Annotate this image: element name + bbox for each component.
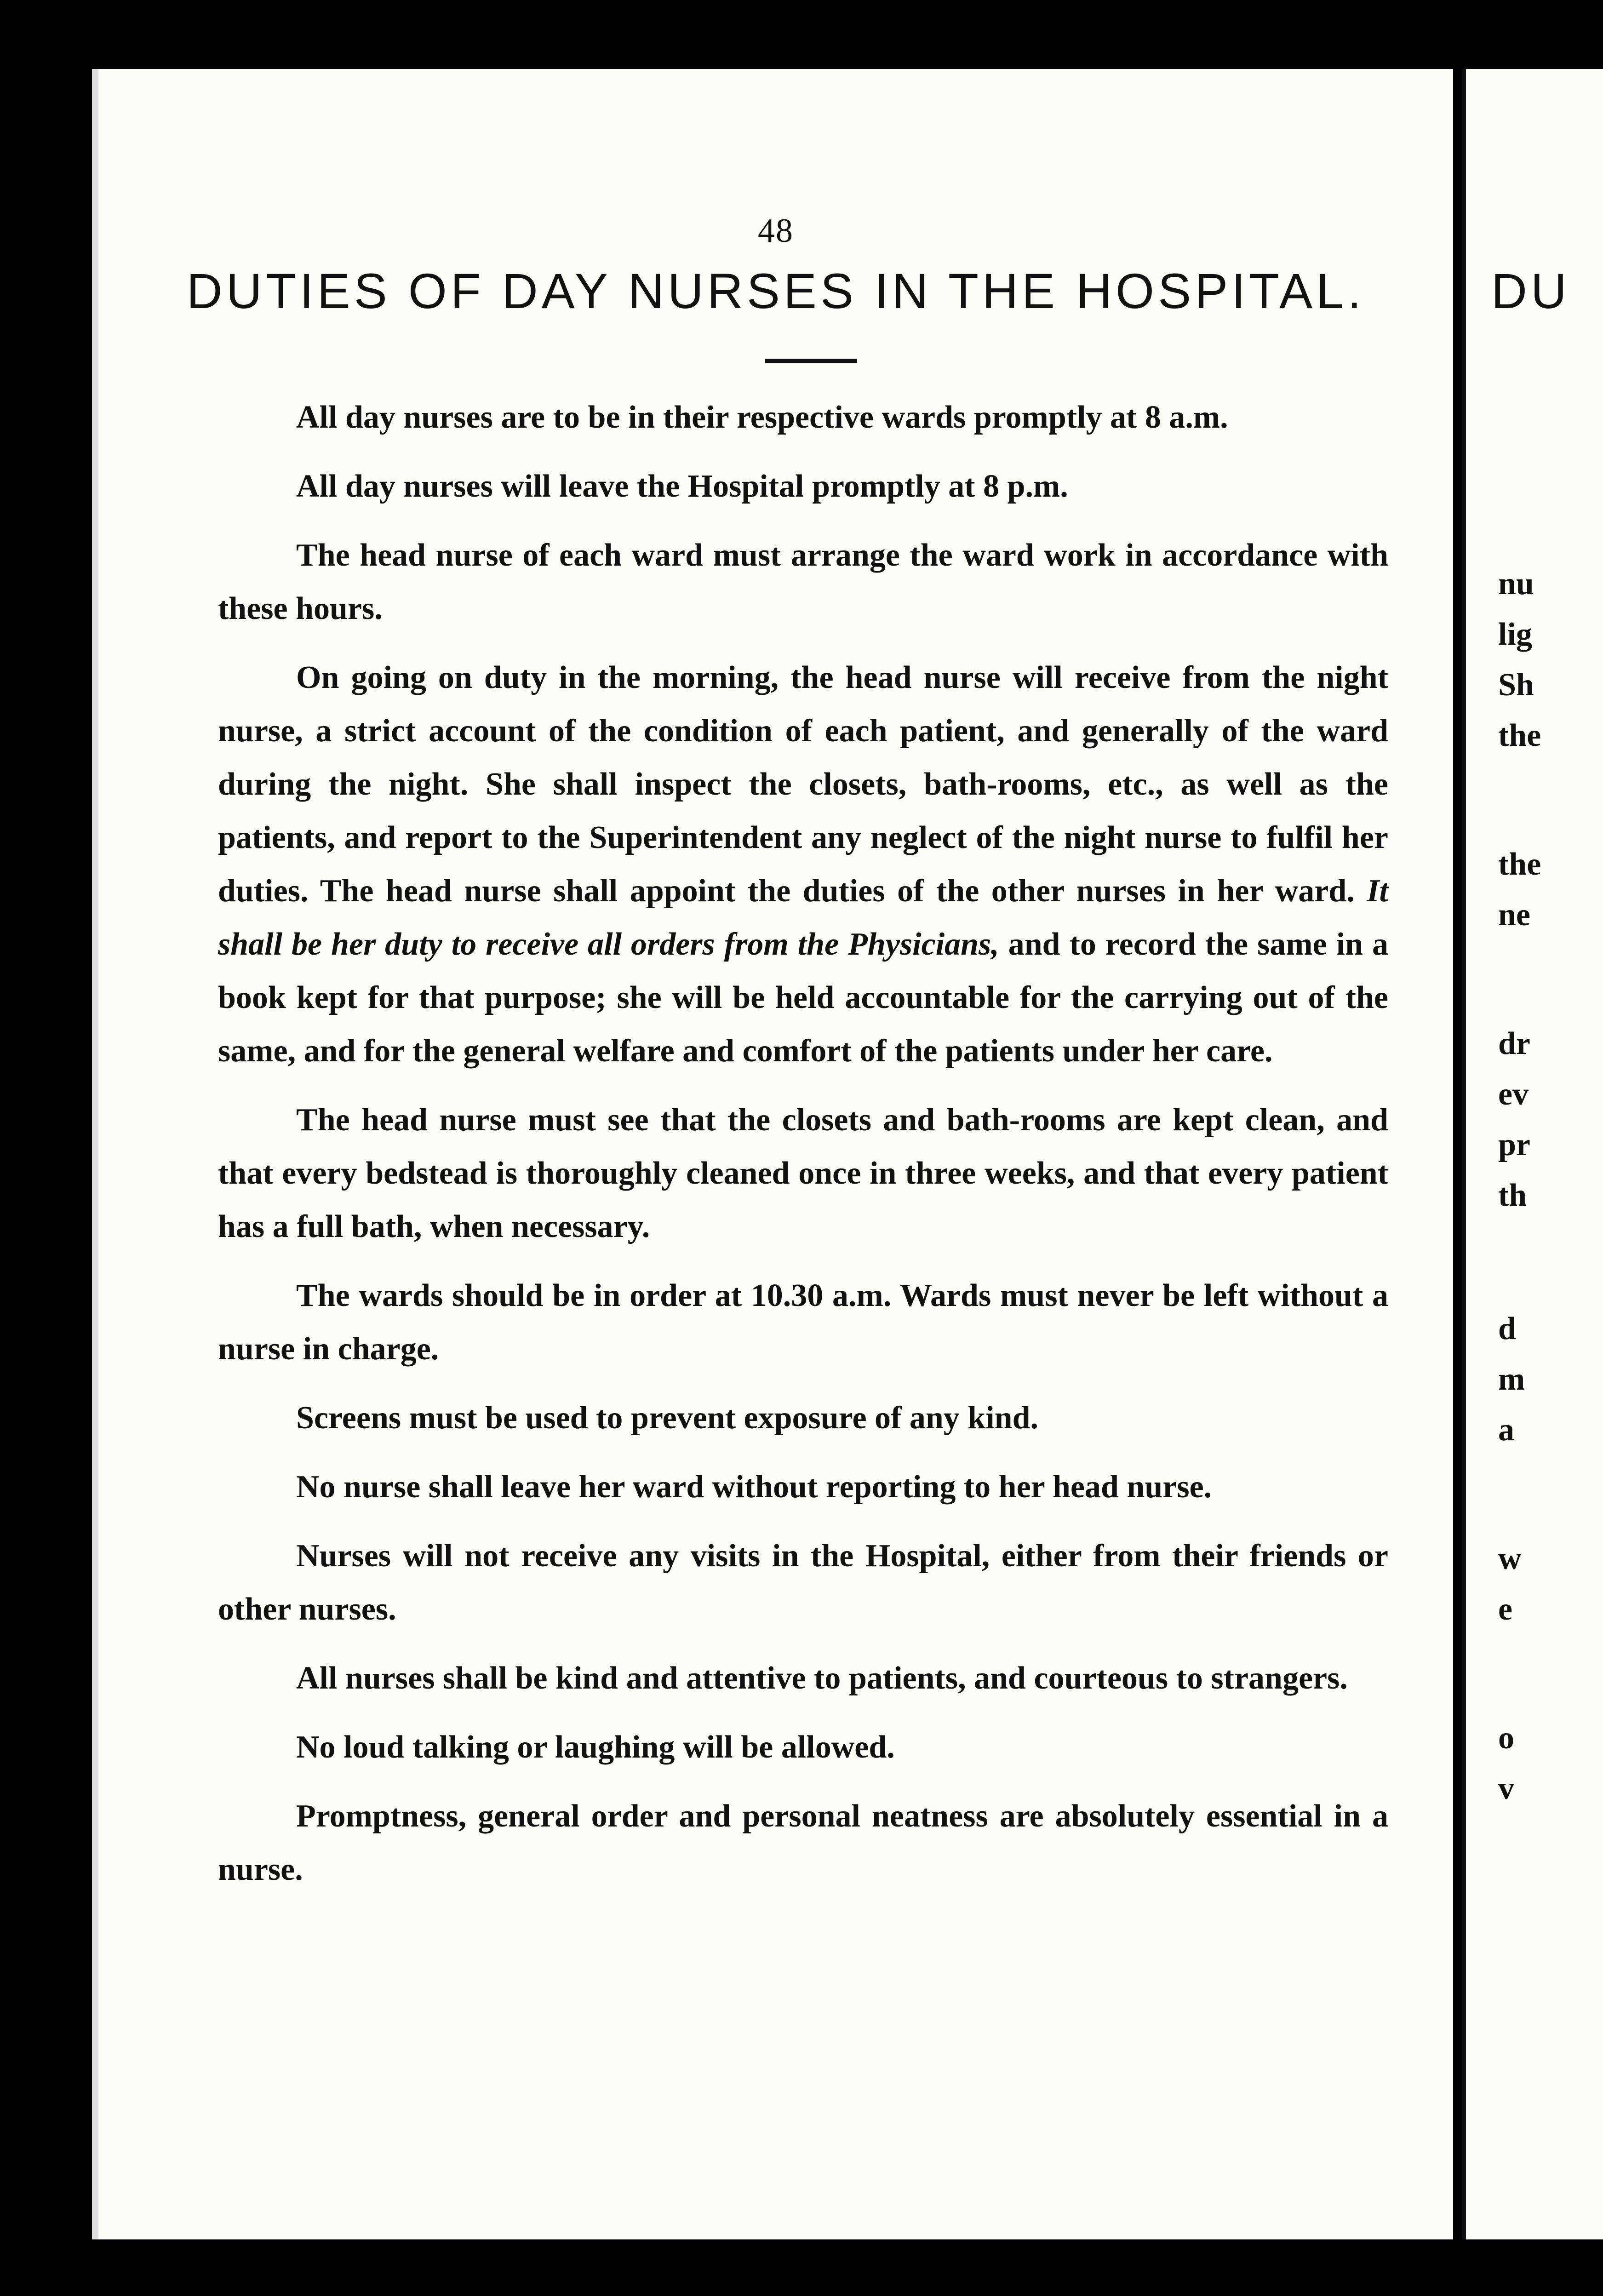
paragraph-leaving-ward: No nurse shall leave her ward without reporting to her head nurse. xyxy=(296,1469,1212,1505)
left-page xyxy=(92,69,1453,2239)
facing-fragment: dr xyxy=(1498,1026,1530,1061)
facing-page xyxy=(1462,69,1603,2239)
facing-fragment: o xyxy=(1498,1720,1514,1756)
paragraph-ward-order: The wards should be in order at 10.30 a.m. Wards must never be left without a nurse in charge. xyxy=(218,1278,1388,1367)
facing-fragment: nu xyxy=(1498,566,1534,601)
paragraph-head-nurse-duties xyxy=(218,651,1388,1078)
facing-fragment: e xyxy=(1498,1592,1513,1627)
head-nurse-duties-text: On going on duty in the morning, the head nurse will receive from the night nurse, a strict account of the condition of each patient, and generally of the ward during the night. She shall inspect the closets, bath-rooms, etc., as well as the patients, and report to the Superintendent any neglect of the night nurse to fulfil her duties. The head nurse shall appoint the duties of the other nurses in her ward. xyxy=(218,660,1388,909)
paragraph-promptness: Promptness, general order and personal neatness are absolutely essential in a nurse. xyxy=(218,1798,1388,1887)
facing-fragment: pr xyxy=(1498,1127,1530,1162)
facing-fragment: lig xyxy=(1498,617,1532,652)
paragraph-noise: No loud talking or laughing will be allowed. xyxy=(296,1729,895,1765)
paragraph-kindness: All nurses shall be kind and attentive to patients, and courteous to strangers. xyxy=(296,1660,1348,1696)
paragraph-visits: Nurses will not receive any visits in the Hospital, either from their friends or other nurses. xyxy=(218,1538,1388,1627)
facing-fragment: w xyxy=(1498,1541,1522,1576)
facing-fragment: the xyxy=(1498,847,1541,882)
facing-fragment: d xyxy=(1498,1311,1516,1346)
facing-fragment: a xyxy=(1498,1412,1514,1448)
facing-fragment: ev xyxy=(1498,1076,1529,1112)
facing-fragment: v xyxy=(1498,1771,1514,1806)
head-nurse-duties-italic: It shall be her duty to receive all orders from the Physicians, xyxy=(218,873,1388,962)
paragraph-ward-work: The head nurse of each ward must arrange the ward work in accordance with these hours. xyxy=(218,538,1388,626)
page-heading: DUTIES OF DAY NURSES IN THE HOSPITAL. xyxy=(186,263,1365,319)
facing-page-heading: DU xyxy=(1491,263,1570,319)
facing-fragment: th xyxy=(1498,1178,1527,1213)
body-text xyxy=(218,391,1388,1912)
paragraph-cleanliness: The head nurse must see that the closets and bath-rooms are kept clean, and that every bedstead is thoroughly cleaned once in three weeks, and that every patient has a full bath, when necessary. xyxy=(218,1102,1388,1244)
facing-fragment: m xyxy=(1498,1362,1525,1397)
paragraph-arrival: All day nurses are to be in their respective wards promptly at 8 a.m. xyxy=(296,400,1228,435)
head-nurse-duties-text-end: and to record the same in a book kept for that purpose; she will be held accountable for the carrying out of the same, and for the general welfare and comfort of the patients under her care. xyxy=(218,927,1388,1069)
facing-fragment: Sh xyxy=(1498,667,1534,703)
paragraph-departure: All day nurses will leave the Hospital promptly at 8 p.m. xyxy=(296,469,1068,504)
page-number: 48 xyxy=(758,212,794,250)
facing-fragment: the xyxy=(1498,718,1541,753)
paragraph-screens: Screens must be used to prevent exposure of any kind. xyxy=(296,1400,1039,1436)
facing-fragment: ne xyxy=(1498,897,1530,933)
heading-rule xyxy=(765,359,857,363)
